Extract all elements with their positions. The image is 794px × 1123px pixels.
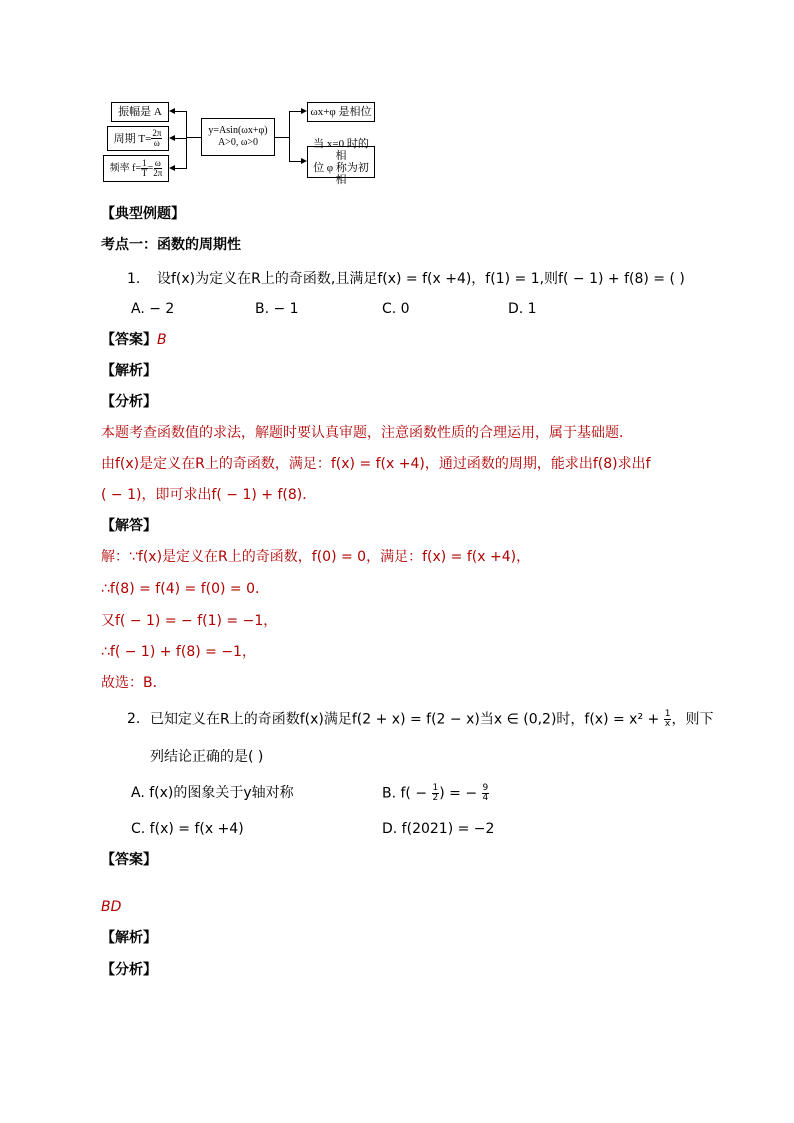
period-fraction: $\frac{2\pi}{\omega}$ xyxy=(152,128,162,148)
q2-stem-line2: 列结论正确的是( ) xyxy=(150,749,264,765)
q2-analysis-label: 【解析】 xyxy=(101,930,157,946)
q1-solution-line5: 故选：B． xyxy=(101,675,167,691)
q2-option-b: B. f( − $\frac{1}{2}$ ) = − $\frac{9}{4}$ xyxy=(382,783,489,803)
amplitude-box xyxy=(111,102,169,122)
connector xyxy=(275,137,289,138)
connector xyxy=(175,138,186,139)
arrow-icon xyxy=(169,135,175,141)
q1-fenxi-line2: 由f(x)是定义在R上的奇函数，满足：f(x) = f(x +4)，通过函数的周期，能求出f(8)求出f xyxy=(101,456,651,472)
connector xyxy=(175,111,186,112)
frequency-prefix: 频率 f= xyxy=(109,162,142,174)
q1-option-a: A. − 2 xyxy=(131,301,175,317)
initial-phase-box xyxy=(307,138,375,186)
connector xyxy=(289,161,301,162)
initial-phase-line1: 当 x=0 时的相 xyxy=(313,138,369,162)
q1-answer: B xyxy=(157,332,167,348)
connector xyxy=(289,111,301,112)
q2-answer: BD xyxy=(101,899,122,915)
q1-solution-line3: 又f( − 1) = − f(1) = −1， xyxy=(101,613,278,629)
q2-answer-label: 【答案】 xyxy=(101,852,157,868)
frequency-fraction-2: $\frac{\omega}{2\pi}$ xyxy=(153,158,163,178)
q1-solution-line2: ∴f(8) = f(4) = f(0) = 0． xyxy=(101,581,269,597)
q2-stem-text: 已知定义在R上的奇函数f(x)满足f(2 + x) = f(2 − x)当x ∈ (0,2)时，f(x) = x² + xyxy=(150,711,664,728)
center-formula-box xyxy=(201,118,275,156)
connector xyxy=(175,168,186,169)
period-prefix: 周期 T= xyxy=(113,132,152,145)
amplitude-text: 振幅是 A xyxy=(118,106,162,118)
q1-option-c: C. 0 xyxy=(382,301,410,317)
topic-title: 考点一：函数的周期性 xyxy=(101,237,241,253)
q1-solution-line4: ∴f( − 1) + f(8) = −1， xyxy=(101,644,256,660)
q2-optb-fraction-2: $\frac{9}{4}$ xyxy=(482,783,489,803)
connector xyxy=(186,137,201,138)
q2-option-c: C. f(x) = f(x +4) xyxy=(131,821,244,837)
connector xyxy=(186,111,187,169)
q1-option-b: B. − 1 xyxy=(255,301,299,317)
q1-jieda-label: 【解答】 xyxy=(101,518,157,534)
q2-stem-line1 xyxy=(150,710,713,729)
initial-phase-line2: 位 φ 称为初相 xyxy=(313,162,369,186)
arrow-icon xyxy=(169,108,175,114)
q1-answer-label: 【答案】 xyxy=(101,332,157,348)
q1-fenxi-line3: ( − 1)，即可求出f( − 1) + f(8)． xyxy=(101,487,317,503)
q2-fenxi-label: 【分析】 xyxy=(101,962,157,978)
q1-number: 1. xyxy=(127,271,141,287)
q2-stem-fraction: $\frac{1}{x}$ xyxy=(664,709,671,729)
q1-option-d: D. 1 xyxy=(508,301,537,317)
center-condition: A>0, ω>0 xyxy=(217,137,259,148)
phase-text: ωx+φ 是相位 xyxy=(310,106,372,118)
phase-box xyxy=(307,102,375,122)
frequency-fraction-1: $\frac{1}{T}$ xyxy=(141,158,148,178)
q2-number: 2. xyxy=(127,711,141,727)
frequency-box: 频率 f= $\frac{1}{T}$ = $\frac{\omega}{2\pi}$ xyxy=(103,155,169,182)
q1-fenxi-line1: 本题考查函数值的求法，解题时要认真审题，注意函数性质的合理运用，属于基础题． xyxy=(101,425,633,441)
arrow-icon xyxy=(301,158,307,164)
q2-option-a: A. f(x)的图象关于y轴对称 xyxy=(131,785,294,801)
section-title: 【典型例题】 xyxy=(101,206,185,222)
q1-stem: 设f(x)为定义在R上的奇函数,且满足f(x) = f(x +4)，f(1) = 1,则f( − 1) + f(8) = ( ) xyxy=(157,271,685,287)
period-box xyxy=(107,126,169,151)
arrow-icon xyxy=(169,165,175,171)
q1-analysis-label: 【解析】 xyxy=(101,363,157,379)
connector xyxy=(289,111,290,162)
arrow-icon xyxy=(301,108,307,114)
center-formula: y=Asin(ωx+φ) xyxy=(208,125,268,136)
q2-stem-end: ，则下 xyxy=(671,711,714,728)
q1-solution-line1: 解：∵f(x)是定义在R上的奇函数，f(0) = 0，满足：f(x) = f(x +4)， xyxy=(101,549,531,565)
q2-optb-fraction-1: $\frac{1}{2}$ xyxy=(432,783,439,803)
q1-fenxi-label: 【分析】 xyxy=(101,394,157,410)
q2-option-d: D. f(2021) = −2 xyxy=(382,821,495,837)
